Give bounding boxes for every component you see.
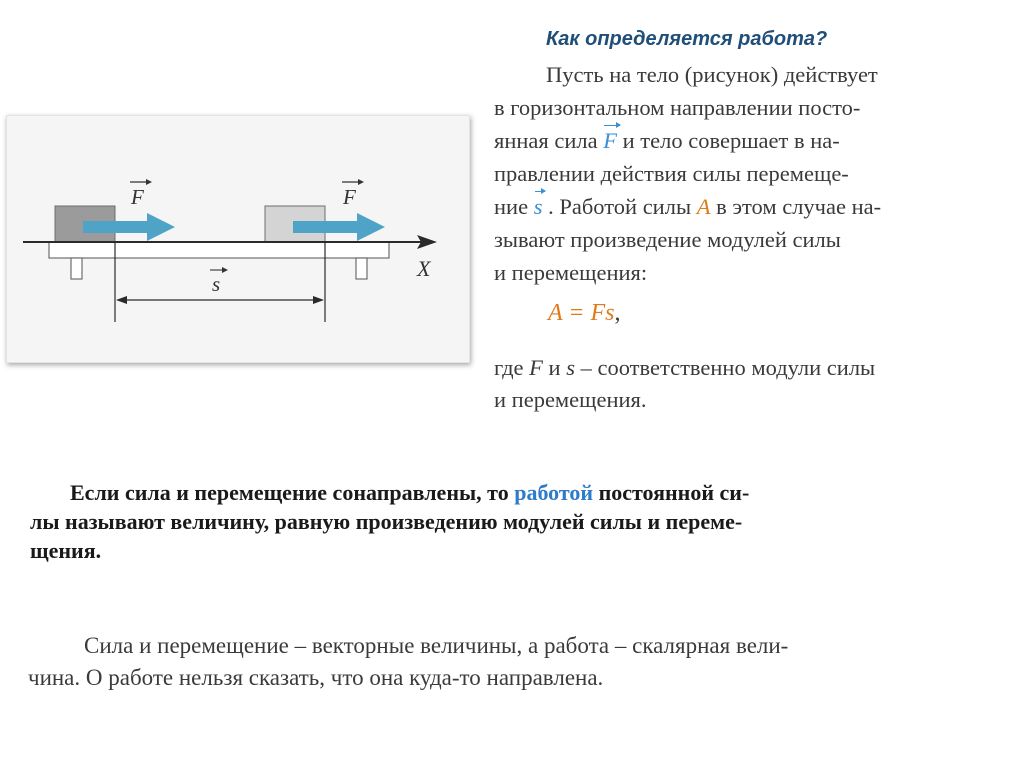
rule-line: лы называют величину, равную произведению модулей силы и переме- — [30, 509, 743, 534]
force-label-left: F — [131, 185, 144, 209]
scalar-note — [28, 630, 1008, 694]
work-formula — [548, 300, 620, 327]
rule-text: Если сила и перемещение сонаправлены, то — [70, 480, 515, 505]
rule-line — [30, 478, 1000, 507]
displacement-arrowhead-left — [116, 296, 127, 304]
displacement-label-head — [222, 267, 228, 273]
figure-svg — [7, 116, 469, 362]
formula-lhs: A — [548, 300, 563, 326]
formula-rhs: Fs — [590, 300, 615, 326]
where-line: и перемещения. — [494, 387, 647, 412]
force-vector-symbol: F — [603, 124, 617, 157]
force-label-right: F — [343, 185, 356, 209]
para-line: и перемещения: — [494, 260, 648, 285]
where-line — [494, 352, 1014, 384]
displacement-label: s — [212, 272, 221, 296]
physics-figure — [6, 115, 470, 363]
where-text: где — [494, 355, 530, 380]
definition-rule — [30, 478, 1000, 565]
para-line: в горизонтальном направлении посто- — [494, 95, 861, 120]
force-label-right-head — [358, 179, 364, 185]
work-symbol: A — [696, 194, 711, 219]
displacement-arrowhead-right — [313, 296, 324, 304]
rule-text: постоянной си- — [593, 480, 750, 505]
para-text: янная сила — [494, 128, 604, 153]
rule-highlight: работой — [514, 480, 594, 505]
platform — [49, 242, 389, 258]
para-text: ние — [494, 194, 534, 219]
platform-leg-right — [356, 258, 367, 279]
where-s: s — [566, 355, 575, 380]
para-line: зывают произведение модулей силы — [494, 227, 841, 252]
para-line — [494, 124, 1014, 157]
para-line: правлении действия силы перемеще- — [494, 161, 849, 186]
section-heading: Как определяется работа? — [546, 28, 828, 50]
force-label-left-head — [146, 179, 152, 185]
where-text: – соответственно модули силы — [574, 355, 876, 380]
x-axis-label: X — [417, 256, 431, 281]
formula-explanation — [494, 352, 1014, 416]
para-text: в этом случае на- — [710, 194, 882, 219]
para-text: и тело совершает в на- — [617, 128, 840, 153]
rule-line: щения. — [30, 538, 102, 563]
formula-eq: = — [562, 300, 591, 326]
note-line: чина. О работе нельзя сказать, что она куда-то направлена. — [28, 665, 604, 690]
formula-tail: , — [614, 300, 621, 326]
definition-paragraph — [494, 58, 1014, 289]
note-line: Сила и перемещение – векторные величины, а работа – скалярная вели- — [84, 633, 789, 658]
para-line: Пусть на тело (рисунок) действует — [546, 62, 878, 87]
platform-leg-left — [71, 258, 82, 279]
displacement-vector-symbol: s — [534, 190, 543, 223]
where-text: и — [542, 355, 567, 380]
where-F: F — [529, 355, 543, 380]
para-line — [494, 190, 1014, 223]
para-text: . Работой силы — [542, 194, 697, 219]
